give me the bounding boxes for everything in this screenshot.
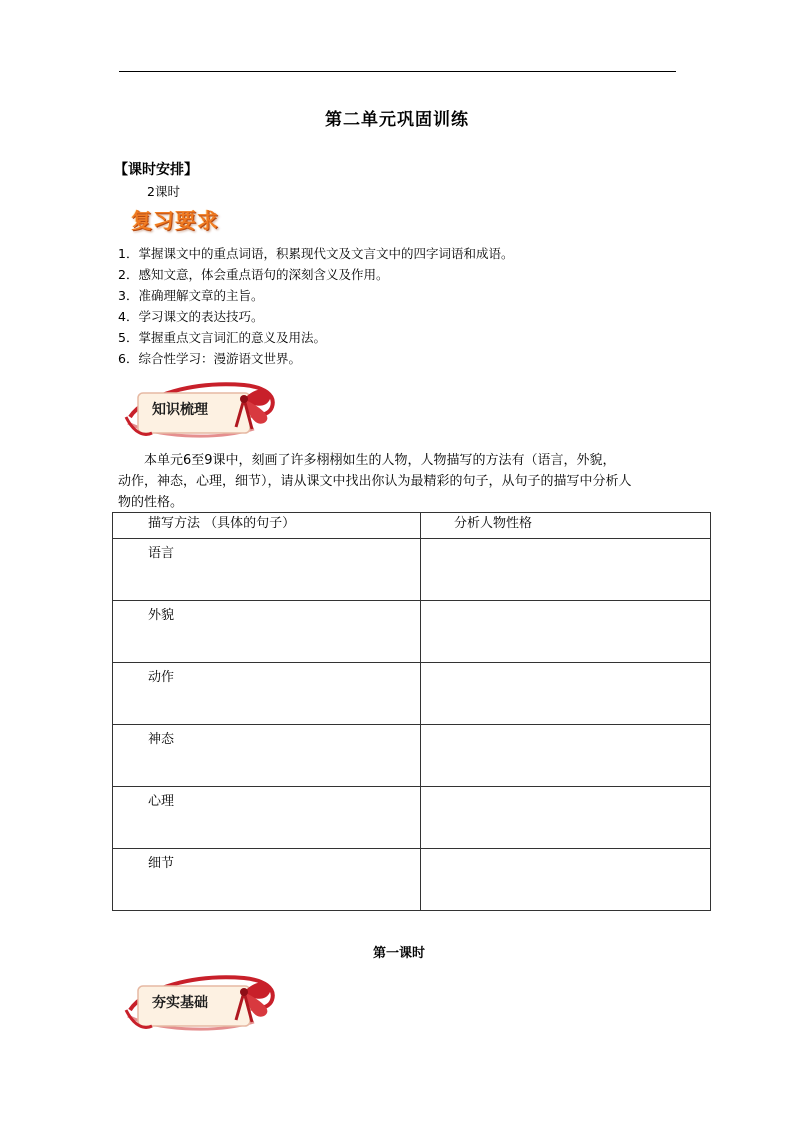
method-cell: 心理 xyxy=(113,787,421,849)
requirements-list xyxy=(118,243,513,369)
analysis-cell xyxy=(421,601,711,663)
table-row xyxy=(113,725,711,787)
table-row xyxy=(113,849,711,911)
requirement-item: 1．掌握课文中的重点词语，积累现代文及文言文中的四字词语和成语。 xyxy=(118,246,514,261)
intro-line: 动作，神态，心理，细节），请从课文中找出你认为最精彩的句子，从句子的描写中分析人 xyxy=(118,474,632,489)
column-header-method: 描写方法 （具体的句子） xyxy=(113,513,421,539)
analysis-cell xyxy=(421,539,711,601)
section-banner-knowledge xyxy=(124,377,284,443)
requirement-item: 3．准确理解文章的主旨。 xyxy=(118,288,264,303)
table-header-row xyxy=(113,513,711,539)
method-cell: 神态 xyxy=(113,725,421,787)
table-row xyxy=(113,787,711,849)
analysis-cell xyxy=(421,787,711,849)
method-cell: 动作 xyxy=(113,663,421,725)
table-row xyxy=(113,601,711,663)
requirement-item: 6．综合性学习：漫游语文世界。 xyxy=(118,351,301,366)
method-cell: 语言 xyxy=(113,539,421,601)
schedule-value: 2课时 xyxy=(147,184,180,199)
column-header-analysis: 分析人物性格 xyxy=(421,513,711,539)
intro-paragraph xyxy=(118,450,686,513)
table-row xyxy=(113,663,711,725)
schedule-heading: 【课时安排】 xyxy=(114,162,198,178)
analysis-cell xyxy=(421,849,711,911)
requirement-item: 5．掌握重点文言词汇的意义及用法。 xyxy=(118,330,326,345)
section-banner-foundation xyxy=(124,970,284,1036)
analysis-cell xyxy=(421,725,711,787)
review-requirements-banner: 复习要求 xyxy=(131,208,219,233)
requirement-item: 2．感知文意，体会重点语句的深刻含义及作用。 xyxy=(118,267,389,282)
intro-line: 物的性格。 xyxy=(118,495,184,510)
lesson-heading: 第一课时 xyxy=(372,946,425,961)
description-methods-table xyxy=(112,512,711,911)
analysis-cell xyxy=(421,663,711,725)
requirement-item: 4．学习课文的表达技巧。 xyxy=(118,309,264,324)
method-cell: 外貌 xyxy=(113,601,421,663)
intro-line: 本单元6至9课中，刻画了许多栩栩如生的人物，人物描写的方法有（语言，外貌， xyxy=(118,453,616,468)
page-title: 第二单元巩固训练 xyxy=(325,110,469,130)
header-rule xyxy=(119,71,676,72)
table-row xyxy=(113,539,711,601)
section-banner-label: 知识梳理 xyxy=(152,402,208,418)
method-cell: 细节 xyxy=(113,849,421,911)
section-banner-label: 夯实基础 xyxy=(152,995,208,1011)
